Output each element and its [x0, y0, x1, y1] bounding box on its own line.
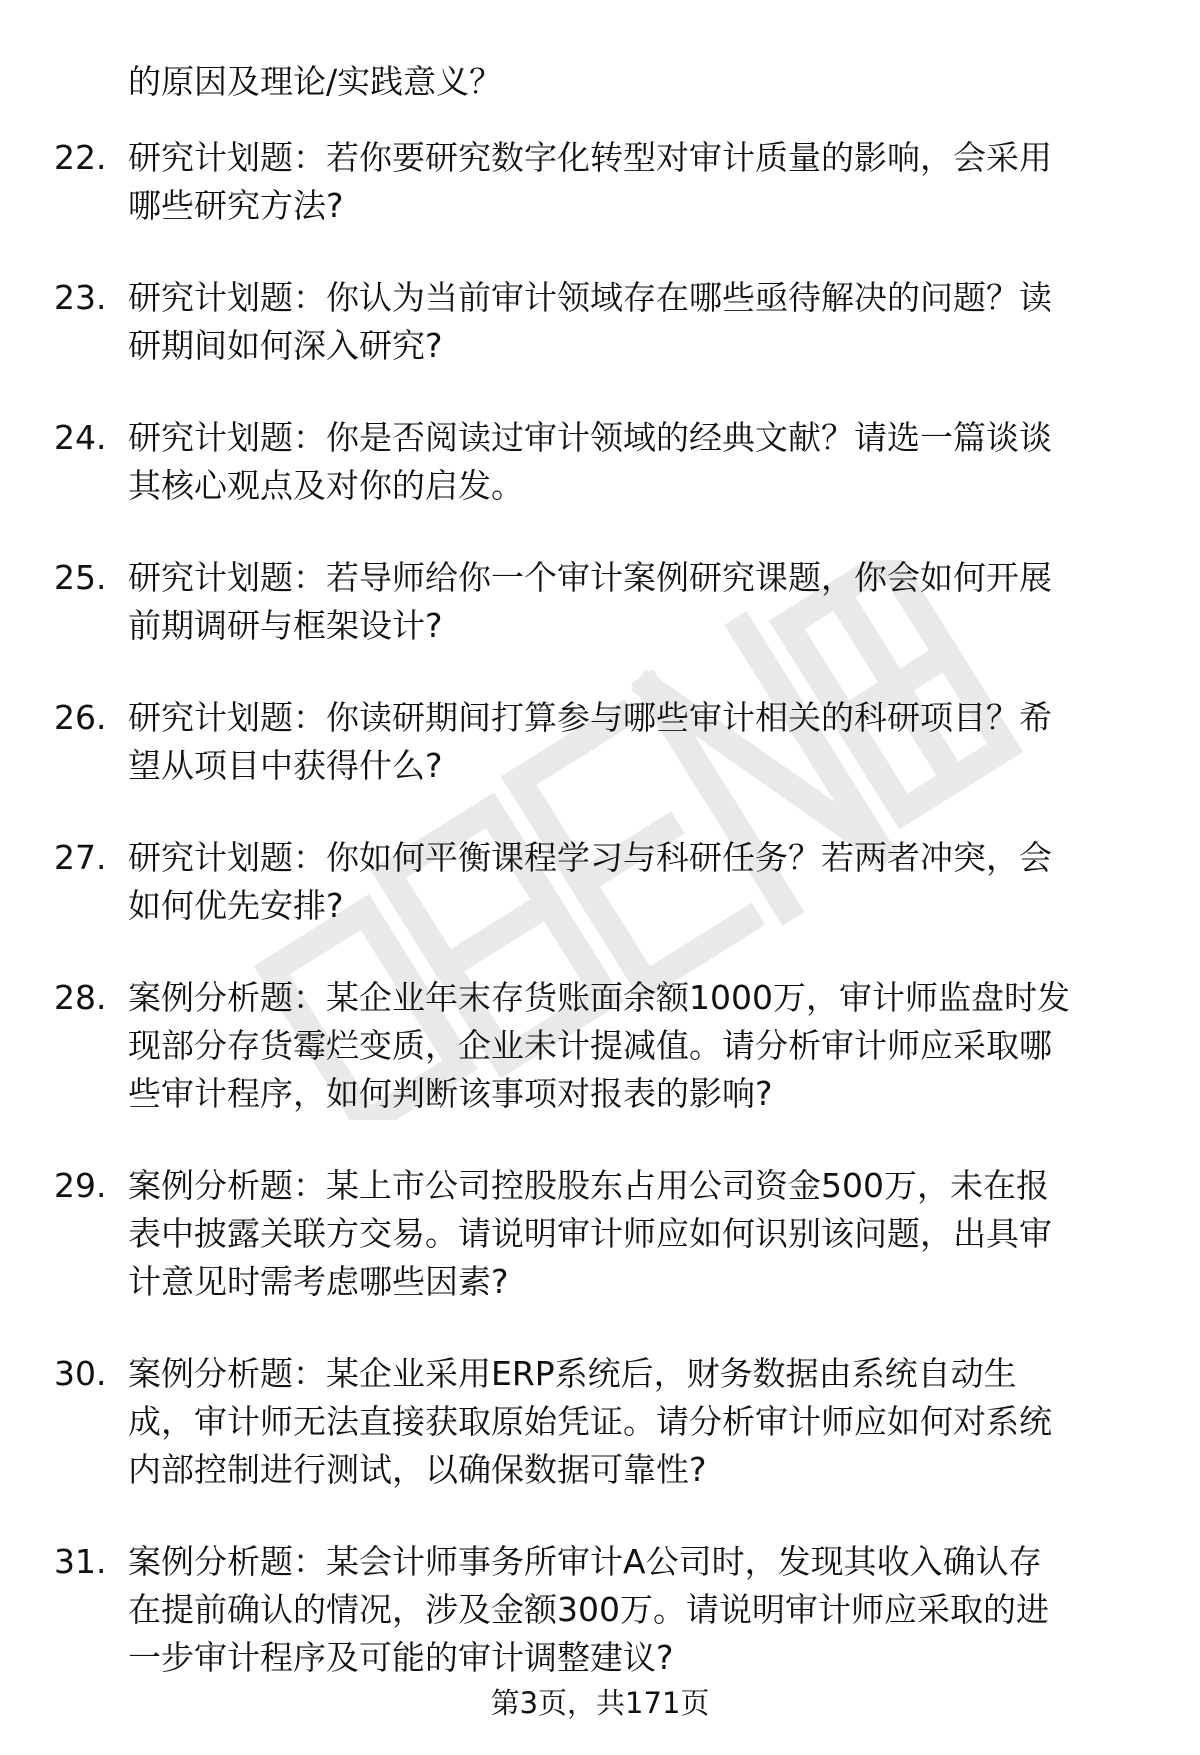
- question-text: [128, 1162, 1138, 1306]
- list-item: [0, 414, 1200, 510]
- list-item: [0, 694, 1200, 790]
- question-number: 31.: [54, 1542, 107, 1581]
- question-line: 研究计划题：你是否阅读过审计领域的经典文献？请选一篇谈谈: [128, 418, 1052, 457]
- question-line: 案例分析题：某企业年末存货账面余额1000万，审计师监盘时发: [128, 978, 1070, 1017]
- question-line: 表中披露关联方交易。请说明审计师应如何识别该问题，出具审: [128, 1214, 1052, 1253]
- list-item: [0, 274, 1200, 370]
- question-line: 研究计划题：你读研期间打算参与哪些审计相关的科研项目？希: [128, 698, 1052, 737]
- question-number: 26.: [54, 698, 107, 737]
- question-number: 29.: [54, 1166, 107, 1205]
- list-item: [0, 1350, 1200, 1494]
- question-line: 如何优先安排?: [128, 886, 344, 925]
- list-item: [0, 834, 1200, 930]
- question-line: 研究计划题：若你要研究数字化转型对审计质量的影响，会采用: [128, 138, 1052, 177]
- question-text: [128, 694, 1138, 790]
- list-item: [0, 554, 1200, 650]
- question-line: 案例分析题：某会计师事务所审计A公司时，发现其收入确认存: [128, 1542, 1042, 1581]
- question-line: 案例分析题：某企业采用ERP系统后，财务数据由系统自动生: [128, 1354, 1017, 1393]
- question-line: 些审计程序，如何判断该事项对报表的影响?: [128, 1074, 773, 1113]
- question-number: 22.: [54, 138, 107, 177]
- list-item: [0, 134, 1200, 230]
- question-text: [128, 834, 1138, 930]
- list-item: [0, 1538, 1200, 1682]
- question-number: 30.: [54, 1354, 107, 1393]
- question-text: [128, 974, 1138, 1118]
- question-line: 内部控制进行测试，以确保数据可靠性?: [128, 1450, 707, 1489]
- question-line: 其核心观点及对你的启发。: [128, 466, 524, 505]
- question-line: 案例分析题：某上市公司控股股东占用公司资金500万，未在报: [128, 1166, 1049, 1205]
- question-text: [128, 554, 1138, 650]
- question-number: 28.: [54, 978, 107, 1017]
- question-line: 在提前确认的情况，涉及金额300万。请说明审计师应采取的进: [128, 1590, 1049, 1629]
- question-line: 望从项目中获得什么?: [128, 746, 443, 785]
- question-line: 一步审计程序及可能的审计调整建议?: [128, 1638, 674, 1677]
- list-item: [0, 1162, 1200, 1306]
- question-text: [128, 1350, 1138, 1494]
- question-line: 研究计划题：你如何平衡课程学习与科研任务？若两者冲突，会: [128, 838, 1052, 877]
- question-text: [128, 1538, 1138, 1682]
- question-number: 27.: [54, 838, 107, 877]
- question-text: [128, 414, 1138, 510]
- question-list: [0, 134, 1200, 1726]
- question-line: 现部分存货霉烂变质，企业未计提减值。请分析审计师应采取哪: [128, 1026, 1052, 1065]
- question-line: 研究计划题：若导师给你一个审计案例研究课题，你会如何开展: [128, 558, 1052, 597]
- page-footer: 第3页，共171页: [490, 1686, 710, 1720]
- continued-question-text: 的原因及理论/实践意义？: [128, 62, 503, 101]
- question-line: 研期间如何深入研究?: [128, 326, 443, 365]
- question-text: [128, 274, 1138, 370]
- question-line: 哪些研究方法?: [128, 186, 344, 225]
- list-item: [0, 974, 1200, 1118]
- question-number: 24.: [54, 418, 107, 457]
- question-line: 前期调研与框架设计?: [128, 606, 443, 645]
- question-line: 成，审计师无法直接获取原始凭证。请分析审计师应如何对系统: [128, 1402, 1052, 1441]
- question-line: 计意见时需考虑哪些因素?: [128, 1262, 509, 1301]
- question-number: 23.: [54, 278, 107, 317]
- question-number: 25.: [54, 558, 107, 597]
- question-text: [128, 134, 1138, 230]
- question-line: 研究计划题：你认为当前审计领域存在哪些亟待解决的问题？读: [128, 278, 1052, 317]
